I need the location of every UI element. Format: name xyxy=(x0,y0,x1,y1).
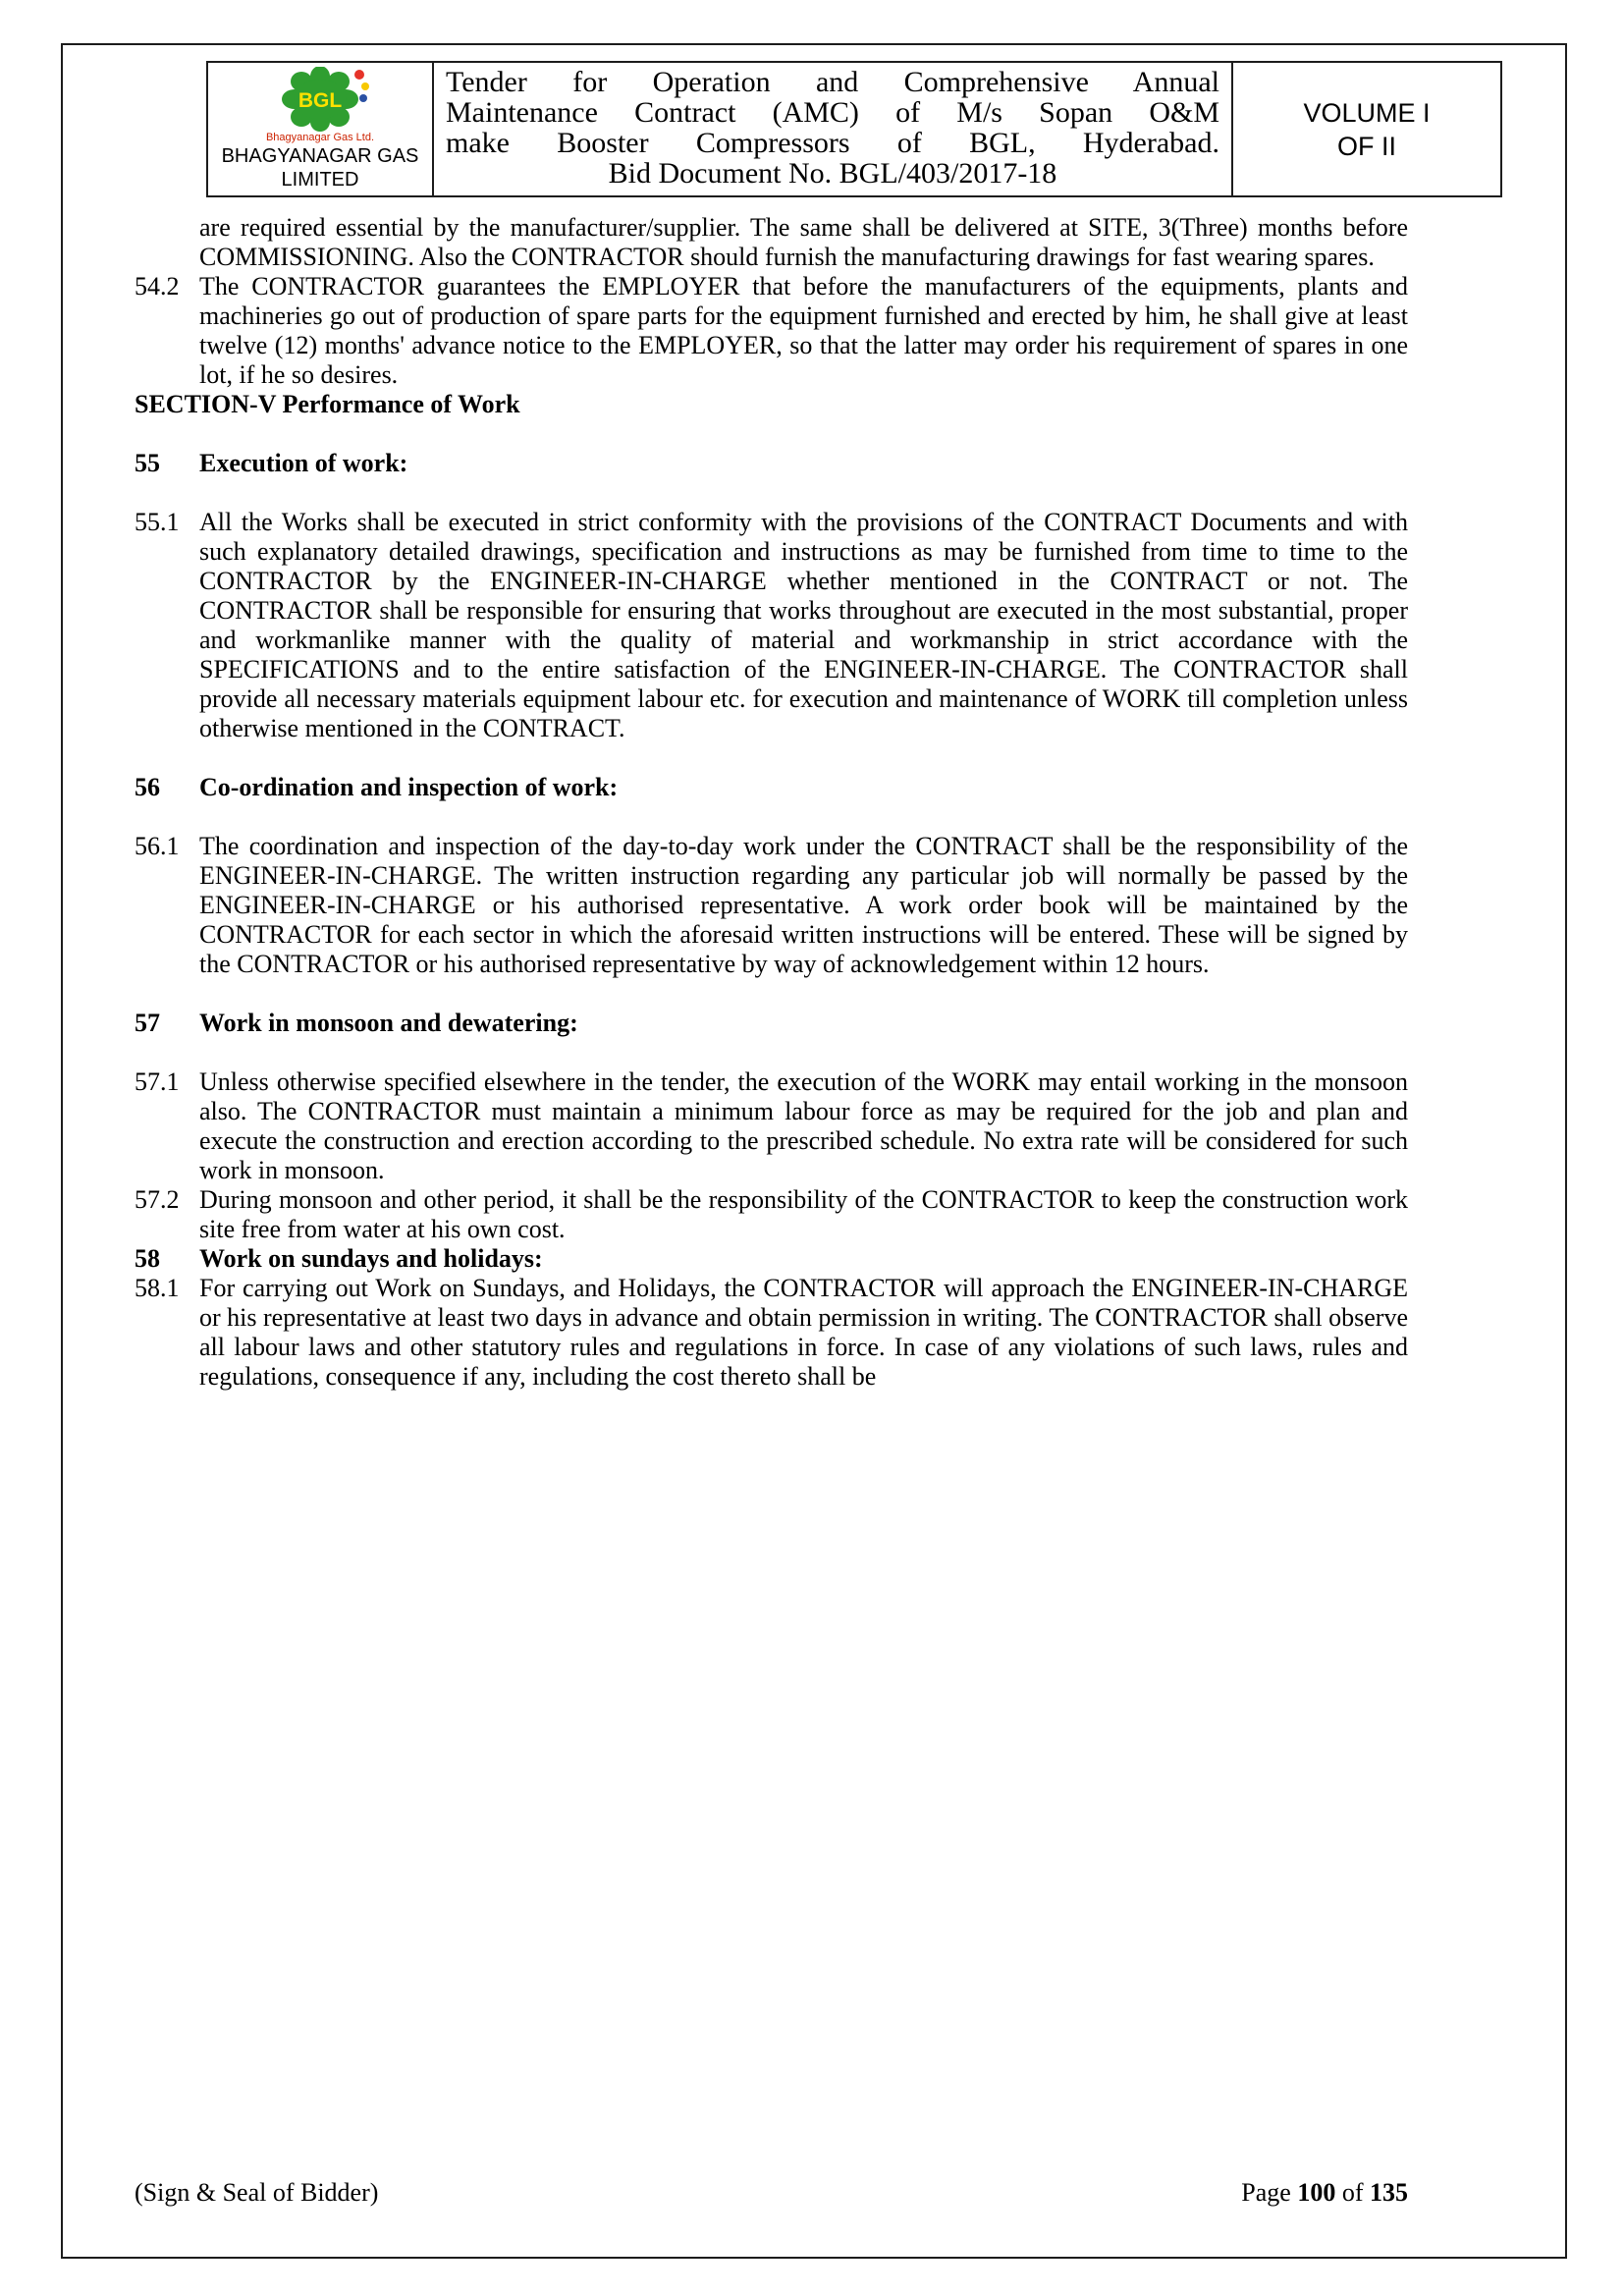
logo-flame-yellow xyxy=(361,82,369,90)
clause-number: 56 xyxy=(135,773,160,801)
clause-number: 57 xyxy=(135,1009,160,1037)
paragraph-row xyxy=(135,832,1408,979)
tender-title-line3: make Booster Compressors of BGL, Hyderabad. xyxy=(446,127,1219,159)
clause-heading: Work on sundays and holidays: xyxy=(199,1244,543,1273)
clause-heading-row xyxy=(135,1244,1408,1274)
clause-heading-row xyxy=(135,773,1408,802)
clause-text: All the Works shall be executed in strict conformity with the provisions of the CONTRACT Documents and with such explanatory detailed drawings, specification and instructions as may be furnished from time to time to the CONTRACTOR by the ENGINEER-IN-CHARGE whether mentioned in the CONTRACT or not. The CONTRACTOR shall be responsible for ensuring that works throughout are executed in the most substantial, proper and workmanlike manner with the quality of material and workmanship in strict accordance with the SPECIFICATIONS and to the entire satisfaction of the ENGINEER-IN-CHARGE. The CONTRACTOR shall provide all necessary materials equipment labour etc. for execution and maintenance of WORK till completion unless otherwise mentioned in the CONTRACT. xyxy=(199,508,1408,742)
document-header xyxy=(206,61,1502,197)
logo-flame-blue xyxy=(359,94,367,102)
clause-text: Unless otherwise specified elsewhere in the tender, the execution of the WORK may entail working in the monsoon also. The CONTRACTOR must maintain a minimum labour force as may be required for the job and plan and execute the construction and erection according to the prescribed schedule. No extra rate will be considered for such work in monsoon. xyxy=(199,1067,1408,1184)
clause-number: 58.1 xyxy=(135,1274,180,1302)
logo-acronym: BGL xyxy=(298,89,343,112)
paragraph-row xyxy=(135,1185,1408,1244)
clause-heading-row xyxy=(135,1009,1408,1038)
page-number-text xyxy=(1241,2178,1408,2208)
clause-text: For carrying out Work on Sundays, and Holidays, the CONTRACTOR will approach the ENGINEER-IN-CHARGE or his representative at least two days in advance and obtain permission in writing. The CONTRACTOR shall observe all labour laws and other statutory rules and regulations in force. In case of any violations of such laws, rules and regulations, consequence if any, including the cost thereto shall be xyxy=(199,1274,1408,1391)
current-page-number: 100 xyxy=(1297,2178,1336,2207)
document-body xyxy=(135,213,1408,1392)
org-name-line2: LIMITED xyxy=(281,169,359,191)
clause-heading-row xyxy=(135,449,1408,478)
clause-number xyxy=(135,213,199,272)
logo-tagline: Bhagyanagar Gas Ltd. xyxy=(265,132,375,143)
clause-number: 57.2 xyxy=(135,1185,180,1214)
paragraph-row xyxy=(135,1274,1408,1392)
tender-title-line2: Maintenance Contract (AMC) of M/s Sopan O&M xyxy=(446,96,1219,129)
paragraph-row xyxy=(135,272,1408,390)
clause-text: During monsoon and other period, it shall be the responsibility of the CONTRACTOR to keep the construction work site free from water at his own cost. xyxy=(199,1185,1408,1243)
page-footer xyxy=(135,2178,1408,2208)
volume-line1: VOLUME I xyxy=(1303,97,1431,128)
volume-cell xyxy=(1233,63,1500,195)
logo-cell xyxy=(208,63,434,195)
clause-heading: Co-ordination and inspection of work: xyxy=(199,773,619,801)
clause-number: 56.1 xyxy=(135,832,180,860)
page-border-frame xyxy=(61,43,1567,2259)
sign-seal-text: (Sign & Seal of Bidder) xyxy=(135,2178,379,2207)
clause-text: The CONTRACTOR guarantees the EMPLOYER that before the manufacturers of the equipments, plants and machineries go out of production of spare parts for the equipment furnished and erected by him, he shall give at least twelve (12) months' advance notice to the EMPLOYER, so that the latter may order his requirement of spares in one lot, if he so desires. xyxy=(199,272,1408,389)
clause-text: are required essential by the manufacturer/supplier. The same shall be delivered at SITE, 3(Three) months before COMMISSIONING. Also the CONTRACTOR should furnish the manufacturing drawings for fast wearing spares. xyxy=(199,213,1408,271)
clause-number: 58 xyxy=(135,1244,160,1273)
clause-number: 54.2 xyxy=(135,272,180,301)
clause-number: 55.1 xyxy=(135,508,180,536)
bid-document-number: Bid Document No. BGL/403/2017-18 xyxy=(608,157,1057,190)
clause-text: The coordination and inspection of the day-to-day work under the CONTRACT shall be the responsibility of the ENGINEER-IN-CHARGE. The written instruction regarding any particular job will normally be passed by the ENGINEER-IN-CHARGE or his authorised representative. A work order book will be maintained by the CONTRACTOR for each sector in which the aforesaid written instructions will be entered. These will be signed by the CONTRACTOR or his authorised representative by way of acknowledgement within 12 hours. xyxy=(199,832,1408,978)
paragraph-row xyxy=(135,213,1408,272)
of-label: of xyxy=(1341,2178,1364,2207)
paragraph-row xyxy=(135,508,1408,743)
logo-flame-red xyxy=(354,70,364,80)
total-page-number: 135 xyxy=(1370,2178,1408,2207)
paragraph-row xyxy=(135,1067,1408,1185)
clause-heading: Execution of work: xyxy=(199,449,408,477)
tender-title-cell xyxy=(434,63,1233,195)
clause-number: 55 xyxy=(135,449,160,477)
clause-heading: Work in monsoon and dewatering: xyxy=(199,1009,578,1037)
volume-line2: OF II xyxy=(1337,131,1396,161)
tender-title-line1: Tender for Operation and Comprehensive Annual xyxy=(446,66,1219,98)
page-label: Page xyxy=(1241,2178,1291,2207)
section-heading: SECTION-V Performance of Work xyxy=(135,390,520,418)
org-name-line1: BHAGYANAGAR GAS xyxy=(221,145,419,167)
clause-number: 57.1 xyxy=(135,1067,180,1096)
bgl-logo-icon xyxy=(269,67,371,132)
